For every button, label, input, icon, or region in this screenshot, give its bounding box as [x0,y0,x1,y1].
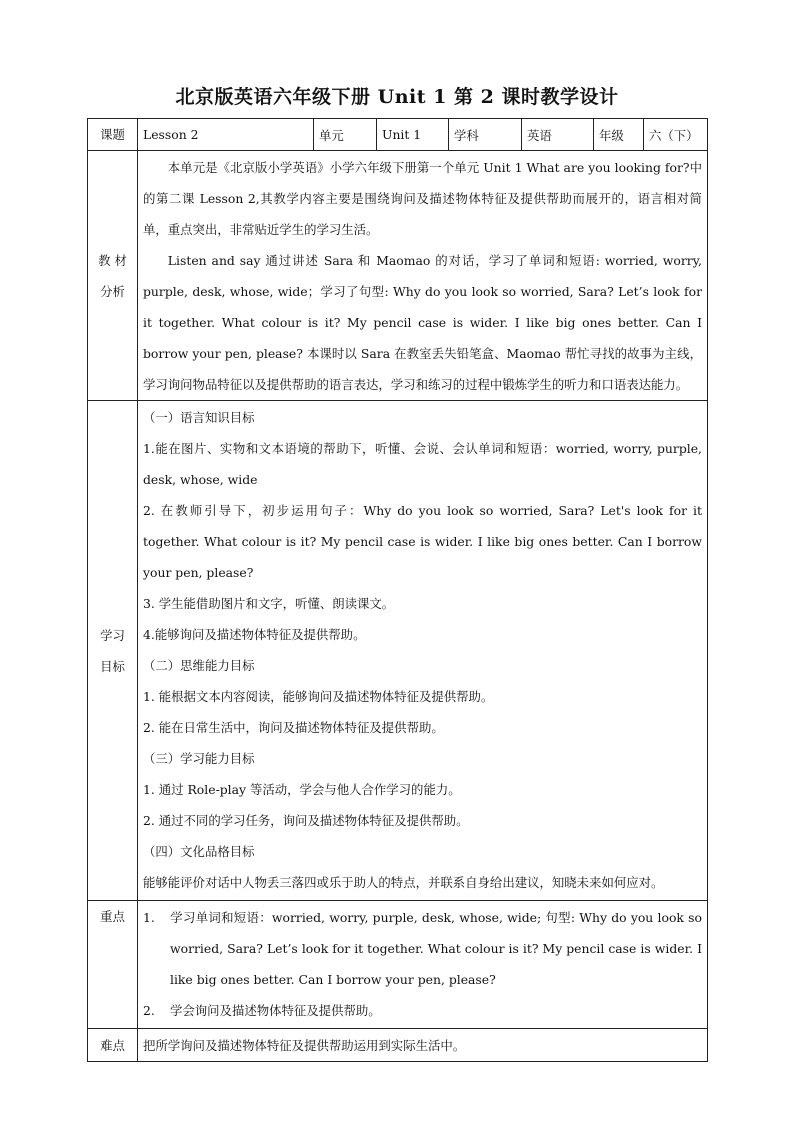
objective-line: 1.能在图片、实物和文本语境的帮助下，听懂、会说、会认单词和短语：worried, worry, purple, desk, whose, wide [143,441,702,487]
key-point-item [143,902,702,995]
objectives-row [88,401,708,901]
difficulties-content: 把所学询问及描述物体特征及提供帮助运用到实际生活中。 [138,1029,708,1062]
objectives-label-line1: 学习 [100,627,125,643]
objective-line: （三）学习能力目标 [143,751,255,766]
objective-line: 2. 在教师引导下，初步运用句子：Why do you look so worried, Sara? Let's look for it together. What colour is it? My pencil case is wider. I like big ones better. Can I borrow your pen, please? [143,503,702,580]
objectives-label-line2: 目标 [100,658,125,674]
key-point-number: 2. [143,1003,155,1018]
difficulties-label: 难点 [88,1029,138,1062]
key-point-text: 学习单词和短语：worried, worry, purple, desk, whose, wide; 句型: Why do you look so worried, Sara? Let’s look for it together. What colour is it? My pencil case is wider. I like big ones better. Can I borrow your pen, please? [170,910,702,987]
analysis-label [88,151,138,401]
key-point-text: 学会询问及描述物体特征及提供帮助。 [170,1003,381,1018]
key-point-number: 1. [143,910,155,925]
objective-line: （一）语言知识目标 [143,410,255,425]
key-point-item [143,995,702,1026]
analysis-paragraph: Listen and say 通过讲述 Sara 和 Maomao 的对话，学习了单词和短语: worried, worry, purple, desk, whose, wide；学习了句型: Why do you look so worried, Sara? Let’s look for it together. What colour is it? My pencil case is wider. I like big ones better. Can I borrow your pen, please? 本课时以 Sara 在教室丢失铅笔盒、Maomao 帮忙寻找的故事为主线，学习询问物品特征以及提供帮助的语言表达，学习和练习的过程中锻炼学生的听力和口语表达能力。 [143,253,702,392]
objectives-label [88,401,138,901]
analysis-label-line2: 分析 [100,283,125,299]
grade-label: 年级 [594,119,644,151]
objective-line: （四）文化品格目标 [143,844,255,859]
objective-line: 能够能评价对话中人物丢三落四或乐于助人的特点，并联系自身给出建议，知晓未来如何应对。 [143,875,664,890]
subject-value: 英语 [522,119,594,151]
subject-label: 学科 [449,119,522,151]
document-title: 北京版英语六年级下册 Unit 1 第 2 课时教学设计 [175,86,619,108]
analysis-label-line1: 教 材 [98,252,127,268]
topic-label: 课题 [88,119,138,151]
objective-line: 4.能够询问及描述物体特征及提供帮助。 [143,627,366,642]
analysis-paragraph: 本单元是《北京版小学英语》小学六年级下册第一个单元 Unit 1 What are you looking for?中的第二课 Lesson 2,其教学内容主要是围绕询问及描述物体特征及提供帮助而展开的，语言相对简单，重点突出，非常贴近学生的学习生活。 [143,160,702,237]
objective-line: （二）思维能力目标 [143,658,255,673]
objective-line: 1. 能根据文本内容阅读，能够询问及描述物体特征及提供帮助。 [143,689,494,704]
grade-value: 六（下） [644,119,708,151]
key-points-content [138,901,708,1029]
unit-value: Unit 1 [377,119,449,151]
objective-line: 1. 通过 Role-play 等活动，学会与他人合作学习的能力。 [143,782,461,797]
objectives-content [138,401,708,901]
objective-line: 3. 学生能借助图片和文字，听懂、朗读课文。 [143,596,395,611]
topic-value: Lesson 2 [138,119,314,151]
header-row [88,119,708,151]
key-points-row [88,901,708,1029]
analysis-content [138,151,708,401]
objective-line: 2. 能在日常生活中，询问及描述物体特征及提供帮助。 [143,720,444,735]
unit-label: 单元 [314,119,377,151]
key-points-label: 重点 [88,901,138,1029]
lesson-plan-table [87,118,708,1062]
analysis-row [88,151,708,401]
objective-line: 2. 通过不同的学习任务，询问及描述物体特征及提供帮助。 [143,813,469,828]
difficulties-row [88,1029,708,1062]
